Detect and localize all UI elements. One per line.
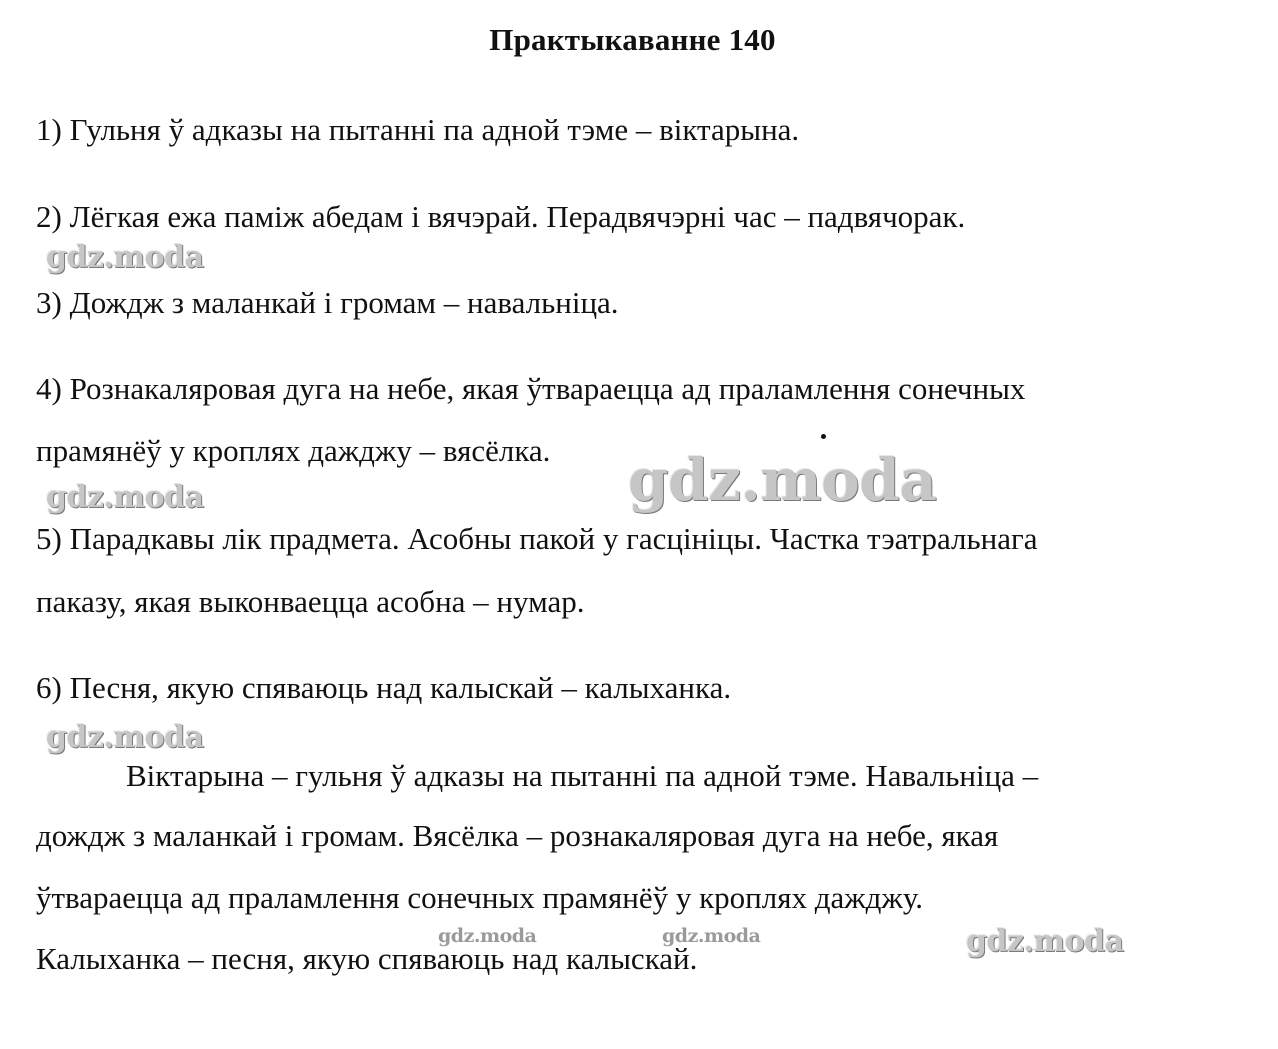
watermark-logo: gdz.moda [46, 720, 204, 755]
watermark-logo: gdz.moda [46, 480, 204, 515]
answer-line-2: 2) Лёгкая ежа паміж абедам і вячэрай. Перадвячэрні час – падвячорак. [36, 199, 966, 234]
paragraph-line-3: ўтвараецца ад праламлення сонечных прамянёў у кроплях дажджу. [36, 880, 923, 915]
watermark-logo: gdz.moda [46, 240, 204, 275]
paragraph-line-2: дождж з маланкай і громам. Вясёлка – рознакаляровая дуга на небе, якая [36, 818, 999, 853]
watermark-logo: gdz.moda [966, 924, 1124, 959]
watermark-logo-small: gdz.moda [438, 925, 537, 947]
stray-dot [821, 434, 826, 439]
answer-line-4b: прамянёў у кроплях дажджу – вясёлка. [36, 433, 551, 468]
watermark-logo-large: gdz.moda [628, 446, 937, 514]
page-title: Практыкаванне 140 [489, 22, 776, 57]
answer-line-6: 6) Песня, якую спяваюць над калыскай – калыханка. [36, 670, 732, 705]
paragraph-line-4: Калыханка – песня, якую спяваюць над калыскай. [36, 941, 698, 976]
answer-line-3: 3) Дождж з маланкай і громам – навальніца. [36, 285, 619, 320]
answer-line-4a: 4) Рознакаляровая дуга на небе, якая ўтвараецца ад праламлення сонечных [36, 371, 1026, 406]
watermark-logo-small: gdz.moda [662, 925, 761, 947]
paragraph-line-1: Віктарына – гульня ў адказы на пытанні па адной тэме. Навальніца – [126, 758, 1039, 793]
answer-line-5a: 5) Парадкавы лік прадмета. Асобны пакой у гасцініцы. Частка тэатральнага [36, 521, 1038, 556]
answer-line-5b: паказу, якая выконваецца асобна – нумар. [36, 584, 585, 619]
answer-line-1: 1) Гульня ў адказы на пытанні па адной тэме – віктарына. [36, 112, 800, 147]
